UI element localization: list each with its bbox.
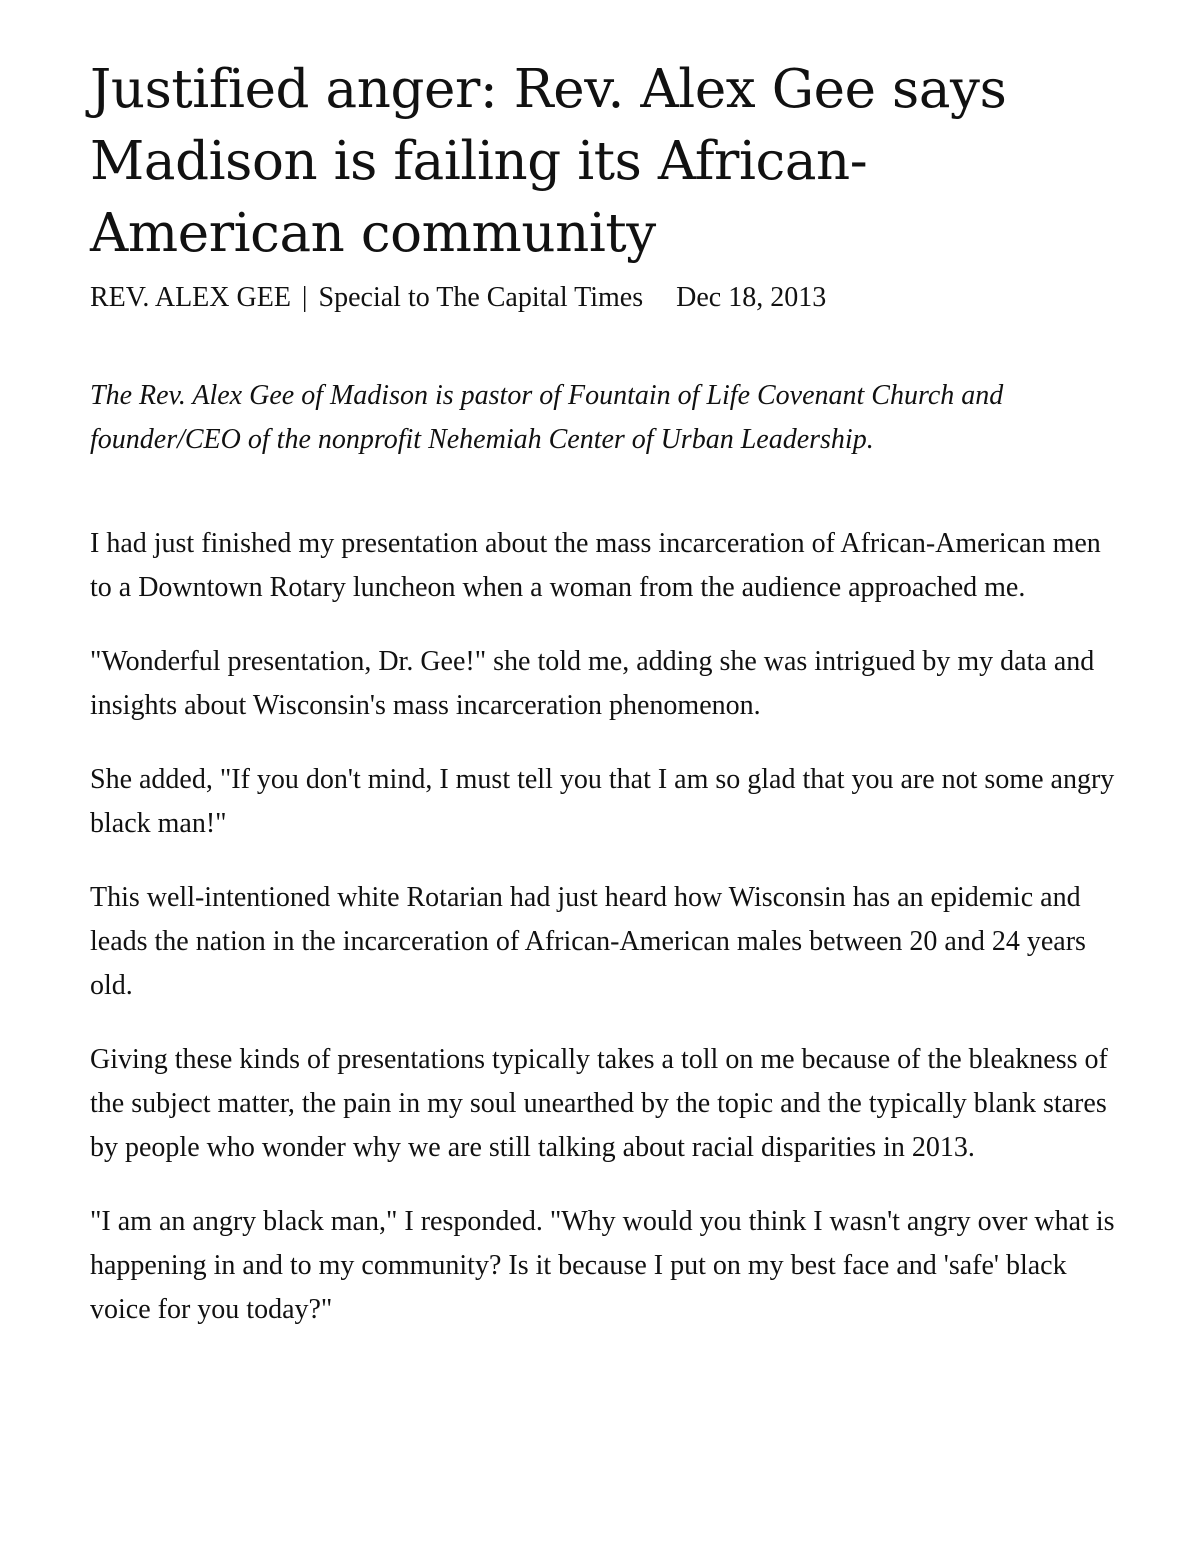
byline-separator: | <box>301 282 308 313</box>
body-paragraph: I had just finished my presentation about the mass incarceration of African-American men to a Downtown Rotary luncheon when a woman from the audience approached me. <box>90 528 1101 603</box>
body-paragraph: "I am an angry black man," I responded. "Why would you think I wasn't angry over what is happening in and to my community? Is it because I put on my best face and 'safe' black voice for you today?" <box>90 1206 1115 1325</box>
body-paragraph: Giving these kinds of presentations typically takes a toll on me because of the bleakness of the subject matter, the pain in my soul unearthed by the topic and the typically blank stares by people who wonder why we are still talking about racial disparities in 2013. <box>90 1044 1108 1163</box>
author-tagline: The Rev. Alex Gee of Madison is pastor of Fountain of Life Covenant Church and founder/CEO of the nonprofit Nehemiah Center of Urban Leadership. <box>90 380 1004 455</box>
body-paragraph: This well-intentioned white Rotarian had just heard how Wisconsin has an epidemic and leads the nation in the incarceration of African-American males between 20 and 24 years old. <box>90 882 1086 1001</box>
body-paragraph: She added, "If you don't mind, I must tell you that I am so glad that you are not some angry black man!" <box>90 764 1115 839</box>
byline-author: REV. ALEX GEE <box>90 282 291 313</box>
body-paragraph: "Wonderful presentation, Dr. Gee!" she told me, adding she was intrigued by my data and insights about Wisconsin's mass incarceration phenomenon. <box>90 646 1095 721</box>
byline-affiliation: Special to The Capital Times <box>318 282 644 313</box>
publish-date: Dec 18, 2013 <box>676 282 827 313</box>
byline <box>90 280 1200 316</box>
article-body <box>90 522 1115 1332</box>
article-headline: Justified anger: Rev. Alex Gee says Madison is failing its African-American community <box>90 59 1007 264</box>
